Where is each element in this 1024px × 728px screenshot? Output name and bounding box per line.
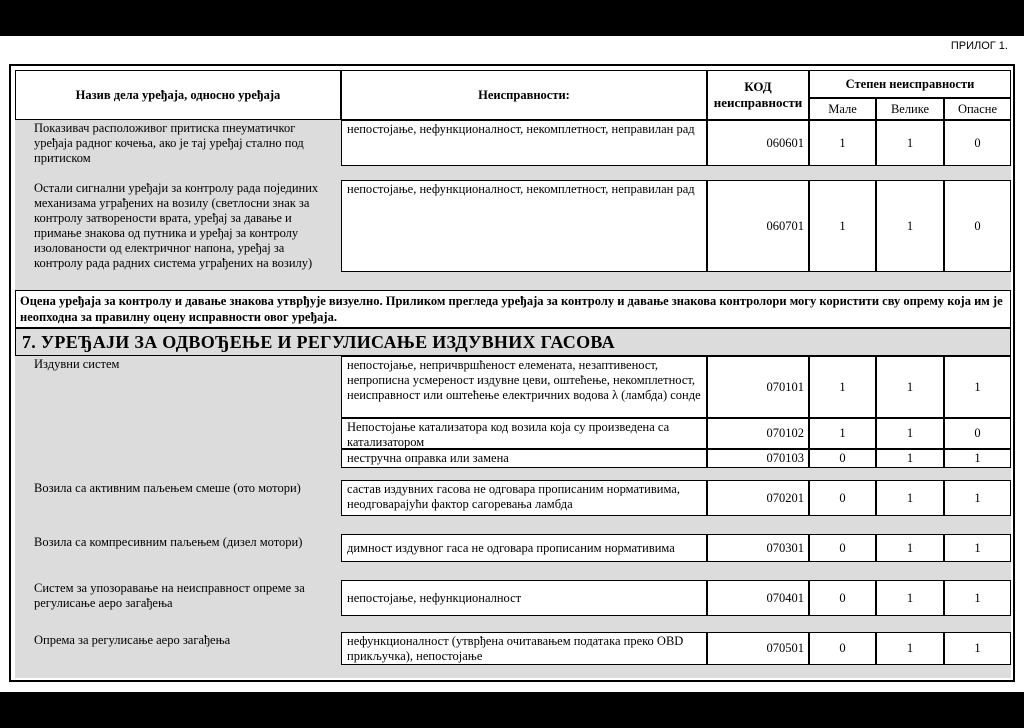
dangerous-value: 0 [944, 418, 1011, 449]
minor-value: 1 [809, 120, 876, 166]
annex-label: ПРИЛОГ 1. [950, 40, 1008, 52]
defect-description: Непостојање катализатора код возила која су произведена са катализатором [341, 418, 707, 449]
dangerous-value: 1 [944, 449, 1011, 468]
defect-description: састав издувних гасова не одговара прописаним нормативима, неодговарајући фактор сагоревања ламбда [341, 480, 707, 516]
document-page [0, 36, 1024, 692]
minor-value: 1 [809, 356, 876, 418]
major-value: 1 [876, 120, 944, 166]
defect-description: непостојање, нефункционалност [341, 580, 707, 616]
dangerous-value: 0 [944, 180, 1011, 272]
major-value: 1 [876, 534, 944, 562]
major-value: 1 [876, 580, 944, 616]
header-dangerous: Опасне [944, 98, 1011, 120]
part-name: Возила са активним паљењем смеше (ото мотори) [34, 481, 301, 495]
dangerous-value: 1 [944, 356, 1011, 418]
defect-description: нестручна оправка или замена [341, 449, 707, 468]
minor-value: 1 [809, 418, 876, 449]
major-value: 1 [876, 418, 944, 449]
section-title: 7. УРЕЂАЈИ ЗА ОДВОЂЕЊЕ И РЕГУЛИСАЊЕ ИЗДУВНИХ ГАСОВА [15, 328, 1011, 356]
defect-description: димност издувног гаса не одговара прописаним нормативима [341, 534, 707, 562]
major-value: 1 [876, 480, 944, 516]
inspection-note: Оцена уређаја за контролу и давање знакова утврђује визуелно. Приликом прегледа уређаја за контролу и давање знакова контролори могу користити сву опрему која им је неопходна за правилну оцену исправности овог уређаја. [15, 290, 1011, 328]
defect-code: 070501 [707, 632, 809, 665]
dangerous-value: 1 [944, 580, 1011, 616]
header-major: Велике [876, 98, 944, 120]
part-name: Издувни систем [34, 357, 120, 371]
defect-code: 070301 [707, 534, 809, 562]
part-name: Опрема за регулисање аеро загађења [34, 633, 231, 647]
minor-value: 0 [809, 632, 876, 665]
defect-code: 070102 [707, 418, 809, 449]
minor-value: 0 [809, 480, 876, 516]
minor-value: 0 [809, 534, 876, 562]
part-name: Систем за упозоравање на неисправност опреме за регулисање аеро загађења [34, 581, 305, 610]
defects-table [9, 64, 1015, 682]
dangerous-value: 1 [944, 632, 1011, 665]
major-value: 1 [876, 449, 944, 468]
header-part: Назив дела уређаја, односно уређаја [15, 70, 341, 120]
part-name: Возила са компресивним паљењем (дизел мотори) [34, 535, 303, 549]
part-name: Показивач расположивог притиска пнеуматичког уређаја радног кочења, ако је тај уређај стално под притиском [34, 121, 304, 165]
defect-code: 070201 [707, 480, 809, 516]
defect-code: 070101 [707, 356, 809, 418]
dangerous-value: 1 [944, 480, 1011, 516]
defect-description: непостојање, непричвршћеност елемената, незаптивеност, непрописна усмереност издувне цеви, оштећење, некомплетност, неисправност или оштећење електричних водова λ (ламбда) сонде [341, 356, 707, 418]
major-value: 1 [876, 180, 944, 272]
header-code: КОД неисправности [707, 70, 809, 120]
major-value: 1 [876, 356, 944, 418]
defect-description: непостојање, нефункционалност, некомплетност, неправилан рад [341, 180, 707, 272]
defect-code: 070401 [707, 580, 809, 616]
defect-code: 060601 [707, 120, 809, 166]
defect-code: 070103 [707, 449, 809, 468]
header-degree: Степен неисправности [809, 70, 1011, 98]
header-defects: Неисправности: [341, 70, 707, 120]
defect-description: непостојање, нефункционалност, некомплетност, неправилан рад [341, 120, 707, 166]
defect-code: 060701 [707, 180, 809, 272]
defect-description: нефункционалност (утврђена очитавањем података преко OBD прикључка), непостојање [341, 632, 707, 665]
minor-value: 0 [809, 580, 876, 616]
part-name: Остали сигнални уређаји за контролу рада појединих механизама уграђених на возилу (светлосни знак за контролу затворености врата, уређај за давање и примање знакова од путника и уређај за контролу изолованости од електричног напона, уређај за контролу рада радних система уграђених на возилу) [34, 181, 319, 270]
header-minor: Мале [809, 98, 876, 120]
minor-value: 1 [809, 180, 876, 272]
minor-value: 0 [809, 449, 876, 468]
dangerous-value: 0 [944, 120, 1011, 166]
dangerous-value: 1 [944, 534, 1011, 562]
major-value: 1 [876, 632, 944, 665]
